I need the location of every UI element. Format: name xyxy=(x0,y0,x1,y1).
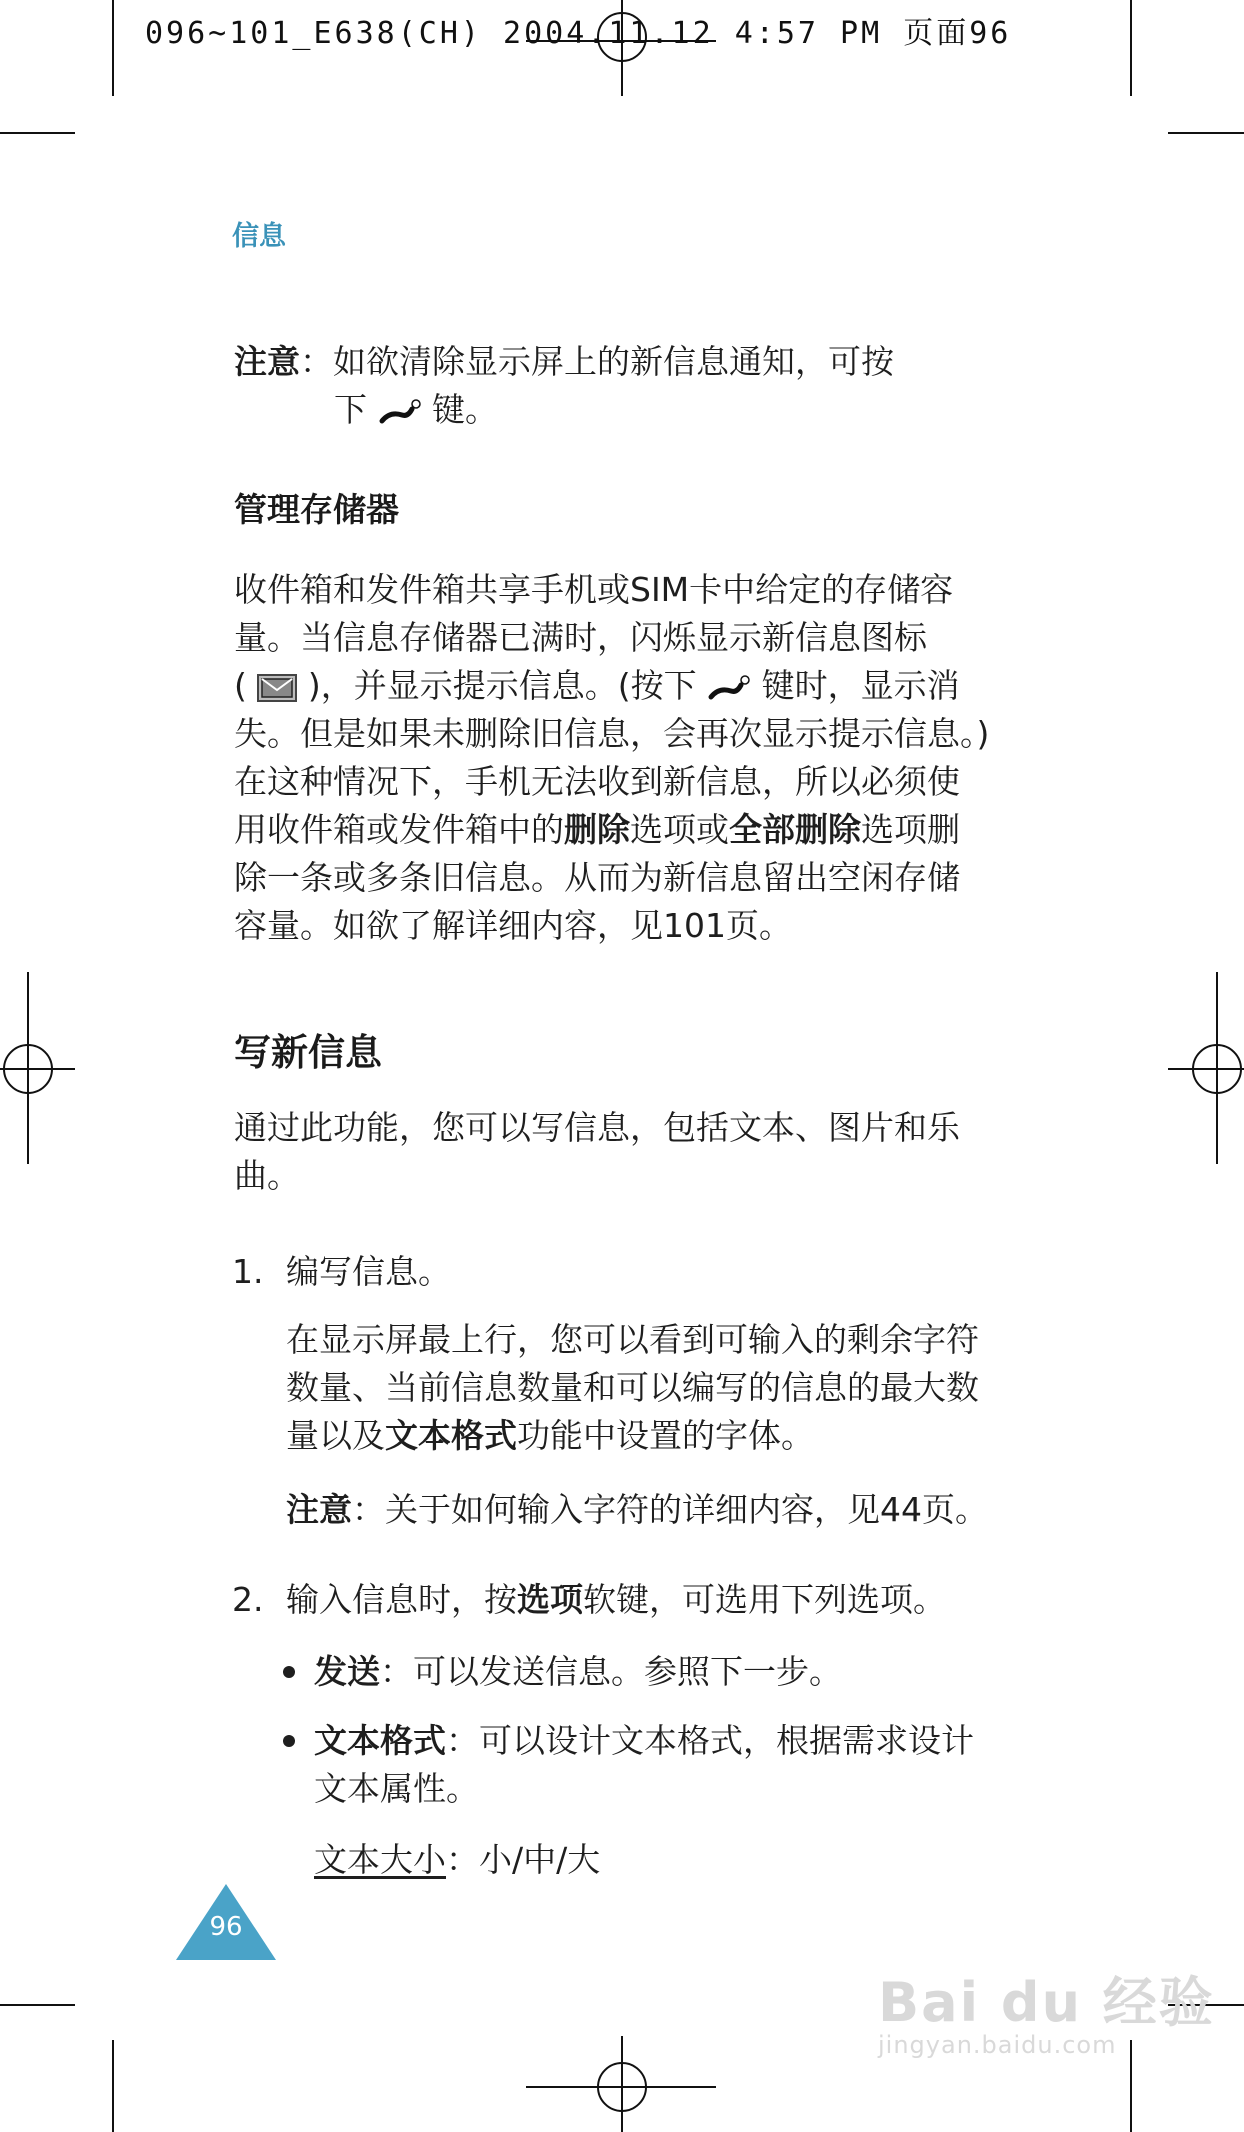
memory-heading: 管理存储器 xyxy=(234,490,399,529)
memory-text: 选项或 xyxy=(630,810,729,849)
note-line-2 xyxy=(334,386,498,434)
end-call-key-icon xyxy=(707,673,751,703)
sub-option-label: 文本大小 xyxy=(314,1840,446,1879)
memory-paragraph-line: 在这种情况下，手机无法收到新信息，所以必须使 xyxy=(234,762,960,801)
note-line-1 xyxy=(234,338,894,386)
watermark-main: Bai du 经验 xyxy=(878,1971,1215,2034)
write-intro-line: 通过此功能，您可以写信息，包括文本、图片和乐 xyxy=(234,1108,960,1147)
note-label: 注意 xyxy=(286,1490,352,1529)
end-call-key-icon xyxy=(378,397,422,427)
sub-option-values: ：小/中/大 xyxy=(446,1840,601,1879)
memory-paragraph-line xyxy=(234,806,960,854)
step-text: 输入信息时，按 xyxy=(286,1580,517,1619)
step-text: 量以及 xyxy=(286,1416,385,1455)
section-label: 信息 xyxy=(232,221,286,252)
memory-paragraph-line: 失。但是如果未删除旧信息，会再次显示提示信息。) xyxy=(234,714,990,753)
bullet-label: 发送 xyxy=(314,1652,380,1691)
write-heading: 写新信息 xyxy=(234,1031,382,1074)
note-label: 注意 xyxy=(234,342,300,381)
watermark-url: jingyan.baidu.com xyxy=(878,2031,1117,2059)
crop-mark xyxy=(112,2040,114,2132)
step-1-paragraph-line: 在显示屏最上行，您可以看到可输入的剩余字符 xyxy=(286,1320,979,1359)
bullet-text-format xyxy=(314,1717,974,1765)
baidu-watermark xyxy=(878,1960,1215,2059)
note-text: 下 xyxy=(334,390,367,429)
memory-paragraph-line xyxy=(234,662,960,710)
step-2-text xyxy=(286,1576,946,1624)
step-1-title: 编写信息。 xyxy=(286,1252,451,1291)
memory-text: 选项删 xyxy=(861,810,960,849)
memory-text: 用收件箱或发件箱中的 xyxy=(234,810,564,849)
crop-mark xyxy=(0,2004,75,2006)
memory-text: 键时，显示消 xyxy=(761,666,960,705)
bullet-text-format-line-2: 文本属性。 xyxy=(314,1769,479,1808)
option-delete: 删除 xyxy=(564,810,630,849)
option-delete-all: 全部删除 xyxy=(729,810,861,849)
step-2-number: 2. xyxy=(232,1580,264,1619)
crop-mark xyxy=(1168,132,1244,134)
note-text: ：如欲清除显示屏上的新信息通知，可按 xyxy=(300,342,894,381)
paren: ( xyxy=(234,666,247,705)
step-text: 功能中设置的字体。 xyxy=(517,1416,814,1455)
note-text: 键。 xyxy=(432,390,498,429)
bullet-text: ：可以设计文本格式，根据需求设计 xyxy=(446,1721,974,1760)
bullet-label: 文本格式 xyxy=(314,1721,446,1760)
memory-paragraph-line: 容量。如欲了解详细内容，见101页。 xyxy=(234,906,792,945)
memory-paragraph-line: 除一条或多条旧信息。从而为新信息留出空闲存储 xyxy=(234,858,960,897)
bullet-text: ：可以发送信息。参照下一步。 xyxy=(380,1652,842,1691)
options-softkey-term: 选项 xyxy=(517,1580,583,1619)
step-1-number: 1. xyxy=(232,1252,264,1291)
crop-mark xyxy=(112,0,114,96)
bullet-dot xyxy=(283,1735,295,1747)
step-text: 软键，可选用下列选项。 xyxy=(583,1580,946,1619)
note-text: ：关于如何输入字符的详细内容，见44页。 xyxy=(352,1490,988,1529)
new-message-envelope-icon xyxy=(257,674,297,702)
memory-paragraph-line: 收件箱和发件箱共享手机或SIM卡中给定的存储容 xyxy=(234,570,954,609)
crop-mark xyxy=(0,132,75,134)
print-header-stamp: 096~101_E638(CH) 2004.11.12 4:57 PM 页面96 xyxy=(145,16,1012,51)
text-size-option xyxy=(314,1836,600,1884)
memory-text: )，并显示提示信息。(按下 xyxy=(307,666,697,705)
write-intro-line: 曲。 xyxy=(234,1156,300,1195)
step-1-paragraph-line xyxy=(286,1412,814,1460)
crop-mark xyxy=(1130,0,1132,96)
step-1-paragraph-line: 数量、当前信息数量和可以编写的信息的最大数 xyxy=(286,1368,979,1407)
bullet-send xyxy=(314,1648,842,1696)
page-number: 96 xyxy=(209,1912,243,1942)
text-format-term: 文本格式 xyxy=(385,1416,517,1455)
step-1-note xyxy=(286,1486,988,1534)
memory-paragraph-line: 量。当信息存储器已满时，闪烁显示新信息图标 xyxy=(234,618,927,657)
bullet-dot xyxy=(283,1666,295,1678)
